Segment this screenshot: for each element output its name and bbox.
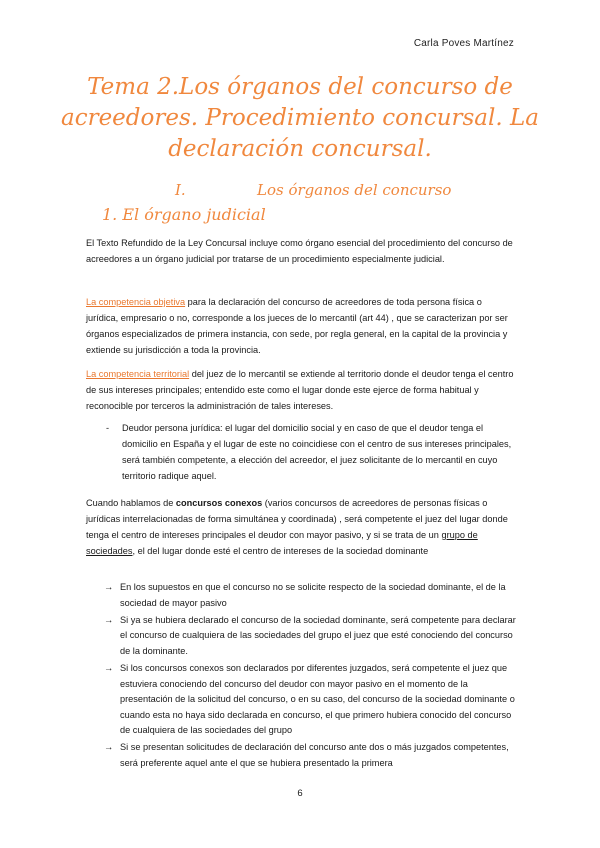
page-number: 6 [297, 788, 303, 799]
list-item-text: Si los concursos conexos son declarados por diferentes juzgados, será competente el juez que estuviera conociendo del concurso del deudor con mayor pasivo en el momento de la presentación de la solicitud del concurso, o en su caso, del concurso de la sociedad dominante o cuando esta no haya sido declarada en concurso, el que primero hubiera conocido del concurso de cualquiera de las sociedades del grupo [120, 662, 515, 736]
arrow-right-icon: → [104, 742, 114, 753]
section-number: I. [175, 181, 186, 199]
section-heading [175, 181, 451, 199]
competencia-territorial-text: del juez de lo mercantil se extiende al territorio donde el deudor tenga el centro de sus intereses principales; entendido este como el lugar donde este ejerce de forma habitual y reconocible por terceros la administración de tales intereses. [86, 369, 514, 411]
section-title: Los órganos del concurso [257, 181, 452, 199]
list-item-text: En los supuestos en que el concurso no se solicite respecto de la sociedad dominante, el de la sociedad de mayor pasivo [120, 582, 506, 608]
list-item-text: Deudor persona jurídica: el lugar del domicilio social y en caso de que el deudor tenga el domicilio en España y el lugar de este no coincidiese con el centro de sus intereses principales, será también competente, a elección del acreedor, el juez solicitante de lo mercantil en cuyo territorio radique aquel. [122, 423, 512, 481]
competencia-territorial-link[interactable]: La competencia territorial [86, 369, 190, 379]
list-item [104, 613, 516, 660]
competencia-objetiva-text: para la declaración del concurso de acreedores de toda persona física o jurídica, empresario o no, corresponde a los jueces de lo mercantil (art 44) , que se caracterizan por ser órganos especializados de primera instancia, con sede, por regla general, en la capital de la provincia y extiende su jurisdicción a toda la provincia. [86, 297, 508, 355]
paragraph-intro: El Texto Refundido de la Ley Concursal incluye como órgano esencial del procedimiento del concurso de acreedores a un órgano judicial por tratarse de un procedimiento especialmente judicial. [86, 238, 513, 264]
list-item-text: Si se presentan solicitudes de declaración del concurso ante dos o más juzgados competentes, será preferente aquel ante el que se hubiera presentado la primera [120, 742, 509, 769]
list-item [104, 661, 516, 739]
list-item [106, 420, 516, 484]
paragraph-concursos-conexos [86, 495, 516, 559]
list-item [104, 580, 516, 611]
bold-term: concursos conexos [175, 498, 263, 508]
paragraph-competencia-territorial [86, 366, 516, 414]
grupo-sociedades-term: grupo de sociedades [86, 530, 478, 556]
list-item-text: Si ya se hubiera declarado el concurso de la sociedad dominante, será competente para declarar el concurso de cualquiera de las sociedades del grupo el juez que esté conociendo del concurso de la dominante. [120, 614, 516, 656]
arrow-right-icon: → [104, 582, 114, 592]
subsection-heading: 1. El órgano judicial [102, 205, 266, 224]
arrow-right-icon: → [104, 662, 114, 673]
text-run: Cuando hablamos de [86, 498, 176, 508]
dash-bullet: - [106, 423, 110, 433]
text-run: , el del lugar donde esté el centro de intereses de la sociedad dominante [132, 546, 429, 556]
author-header: Carla Poves Martínez [413, 38, 514, 49]
paragraph-competencia-objetiva [86, 294, 516, 358]
list-item [104, 740, 516, 771]
arrow-list [104, 580, 516, 773]
document-title: Tema 2.Los órganos del concurso de acreedores. Procedimiento concursal. La declaración concursal. [60, 74, 539, 162]
arrow-right-icon: → [104, 614, 114, 625]
competencia-objetiva-link[interactable]: La competencia objetiva [86, 297, 186, 307]
text-run: (varios concursos de acreedores de personas físicas o jurídicas interrelacionadas de forma simultánea y coordinada) , será competente el juez del lugar donde tenga el centro de intereses principales el deudor con mayor pasivo, y si se trata de un [86, 498, 508, 540]
